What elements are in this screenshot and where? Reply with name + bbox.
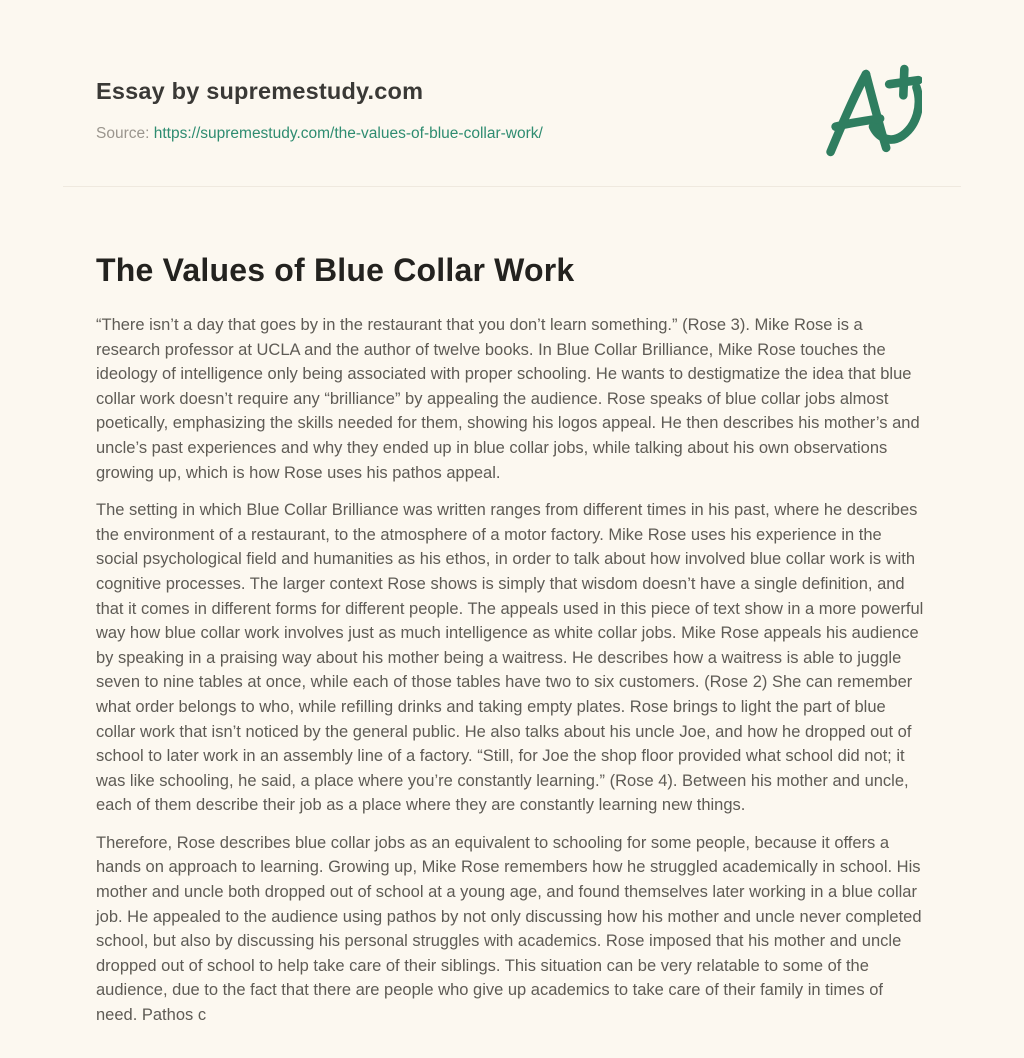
site-title: Essay by supremestudy.com <box>96 78 424 104</box>
essay-paragraph-1: “There isn’t a day that goes by in the restaurant that you don’t learn something.” (Rose 3). Mike Rose is a research professor at UCLA and the author of twelve books. In Blue Collar Brilliance, Mike Rose touches the ideology of intelligence only being associated with proper schooling. He wants to destigmatize the idea that blue collar work doesn’t require any “brilliance” by appealing the audience. Rose speaks of blue collar jobs almost poetically, emphasizing the skills needed for them, showing his logos appeal. He then describes his mother’s and uncle’s past experiences and why they ended up in blue collar jobs, while talking about his own observations growing up, which is how Rose uses his pathos appeal. <box>96 316 920 482</box>
header-divider <box>63 186 961 187</box>
a-plus-logo-icon <box>820 64 922 160</box>
page-header <box>96 0 928 145</box>
source-line <box>96 123 928 145</box>
source-label: Source: <box>96 125 150 142</box>
essay-paragraph-3: Therefore, Rose describes blue collar jobs as an equivalent to schooling for some people, because it offers a hands on approach to learning. Growing up, Mike Rose remembers how he struggled academically in school. His mother and uncle both dropped out of school at a young age, and found themselves later working in a blue collar job. He appealed to the audience using pathos by not only discussing how his mother and uncle never completed school, but also by discussing his personal struggles with academics. Rose imposed that his mother and uncle dropped out of school to help take care of their siblings. This situation can be very relatable to some of the audience, due to the fact that there are people who give up academics to take care of their family in times of need. Pathos c <box>96 833 922 1025</box>
essay-title: The Values of Blue Collar Work <box>96 252 575 288</box>
source-link[interactable]: https://supremestudy.com/the-values-of-blue-collar-work/ <box>153 125 543 142</box>
essay-paragraph-2: The setting in which Blue Collar Brilliance was written ranges from different times in his past, where he describes the environment of a restaurant, to the atmosphere of a motor factory. Mike Rose uses his experience in the social psychological field and humanities as his ethos, in order to talk about how involved blue collar work is with cognitive processes. The larger context Rose shows is simply that wisdom doesn’t have a single definition, and that it comes in different forms for different people. The appeals used in this piece of text show in a more powerful way how blue collar work involves just as much intelligence as white collar jobs. Mike Rose appeals his audience by speaking in a praising way about his mother being a waitress. He describes how a waitress is able to juggle seven to nine tables at once, while each of those tables have two to six customers. (Rose 2) She can remember what order belongs to who, while refilling drinks and taking empty plates. Rose brings to light the part of blue collar work that isn’t noticed by the general public. He also talks about his uncle Joe, and how he dropped out of school to later work in an assembly line of a factory. “Still, for Joe the shop floor provided what school did not; it was like schooling, he said, a place where you’re constantly learning.” (Rose 4). Between his mother and uncle, each of them describe their job as a place where they are constantly learning new things. <box>96 501 924 815</box>
essay-content <box>96 251 928 1028</box>
